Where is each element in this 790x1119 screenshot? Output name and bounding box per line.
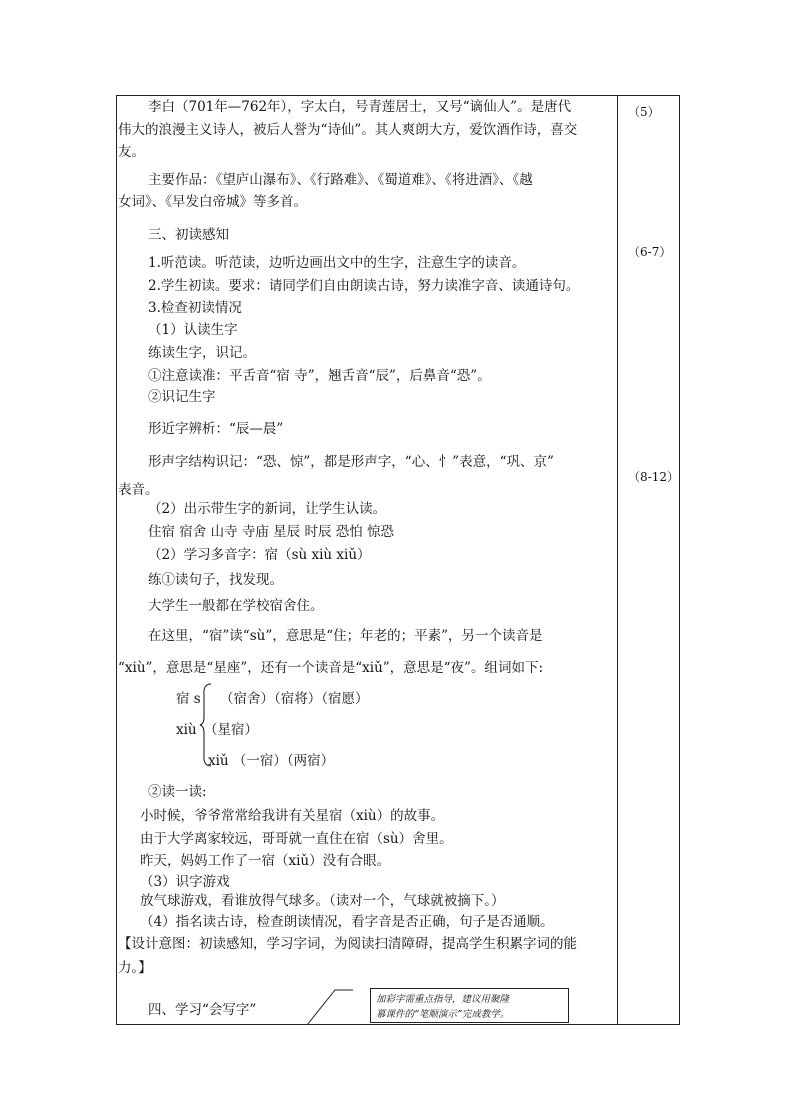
- step-1: 1.听范读。听范读，边听边画出文中的生字，注意生字的读音。: [148, 255, 526, 271]
- teaching-note-box: [370, 988, 569, 1023]
- group-row-2: （星宿）: [204, 722, 258, 738]
- read-sentence-2: 由于大学离家较远，哥哥就一直住在宿（sù）舍里。: [140, 831, 453, 847]
- part-2c: 练①读句子，找发现。: [148, 572, 283, 588]
- group-head: 宿 s: [176, 691, 201, 707]
- explanation-line-2: “xiù”，意思是“星座”，还有一个读音是“xiǔ”，意思是“夜”。组词如下:: [118, 660, 544, 676]
- read-sentence-1: 小时候，爷爷常常给我讲有关星宿（xiù）的故事。: [140, 808, 445, 824]
- bio-line-3: 友。: [118, 144, 145, 160]
- works-line-1: 主要作品：《望庐山瀑布》、《行路难》、《蜀道难》、《将进酒》、《越: [148, 172, 533, 188]
- part-4: （4）指名读古诗，检查朗读情况，看字音是否正确，句子是否通顺。: [140, 914, 554, 930]
- step-3: 3.检查初读情况: [148, 300, 242, 316]
- part-2b-title: （2）学习多音字：宿（sù xiù xiǔ）: [148, 547, 371, 563]
- step-2: 2.学生初读。要求：请同学们自由朗读古诗，努力读准字音、读通诗句。: [148, 278, 580, 294]
- read-title: ②读一读:: [148, 784, 207, 800]
- part-1-a: 练读生字，识记。: [148, 345, 256, 361]
- group-row-1: （宿舍）（宿将）（宿愿）: [220, 691, 369, 707]
- time-label-3: （8-12）: [628, 470, 679, 484]
- part-3-title: （3）识字游戏: [140, 874, 230, 890]
- column-divider: [617, 95, 618, 1025]
- design-intent-line-2: 力。】: [118, 960, 152, 976]
- section-3-title: 三、初读感知: [148, 227, 229, 243]
- group-row-3: xiǔ （一宿）（两宿）: [208, 753, 335, 769]
- xingsheng-line-2: 表音。: [118, 482, 159, 498]
- note-line-2: 慕课件的“笔顺演示”完成教学。: [376, 1009, 510, 1020]
- note-line-1: 加彩字需重点指导，建议用聚隆: [376, 994, 510, 1005]
- explanation-line-1: 在这里，“宿”读“sù”，意思是“住；年老的；平素”，另一个读音是: [148, 628, 543, 644]
- part-1-b: ①注意读准：平舌音“宿 寺”，翘舌音“辰”，后鼻音“恐”。: [148, 368, 491, 384]
- part-2d: 大学生一般都在学校宿舍住。: [148, 598, 324, 614]
- xingsheng-line-1: 形声字结构识记：“恐、惊”，都是形声字，“心、忄”表意，“巩、京”: [148, 454, 554, 470]
- section-4-title: 四、学习“会写字”: [148, 1002, 257, 1018]
- part-2-title: （2）出示带生字的新词，让学生认读。: [148, 501, 387, 517]
- part-1-title: （1）认读生字: [148, 322, 238, 338]
- bio-line-2: 伟大的浪漫主义诗人，被后人誉为“诗仙”。其人爽朗大方，爱饮酒作诗，喜交: [118, 122, 578, 138]
- read-sentence-3: 昨天，妈妈工作了一宿（xiǔ）没有合眼。: [140, 853, 391, 869]
- part-2-words: 住宿 宿舍 山寺 寺庙 星辰 时辰 恐怕 惊恐: [148, 524, 395, 540]
- part-3-a: 放气球游戏，看谁放得气球多。（读对一个，气球就被摘下。）: [140, 893, 505, 909]
- time-label-2: （6-7）: [628, 245, 672, 259]
- group-left-label: xiù: [176, 722, 197, 738]
- works-line-2: 女词》、《早发白帝城》等多首。: [118, 194, 307, 210]
- design-intent-line-1: 【设计意图：初读感知，学习字词，为阅读扫清障碍，提高学生积累字词的能: [118, 936, 577, 952]
- callout-leader-line: [305, 988, 355, 1026]
- time-label-1: （5）: [628, 105, 660, 119]
- part-1-c: ②识记生字: [148, 389, 216, 405]
- xingjin: 形近字辨析：“辰—晨”: [148, 421, 284, 437]
- bio-line-1: 李白（701年—762年），字太白，号青莲居士，又号“谪仙人”。是唐代: [148, 99, 572, 115]
